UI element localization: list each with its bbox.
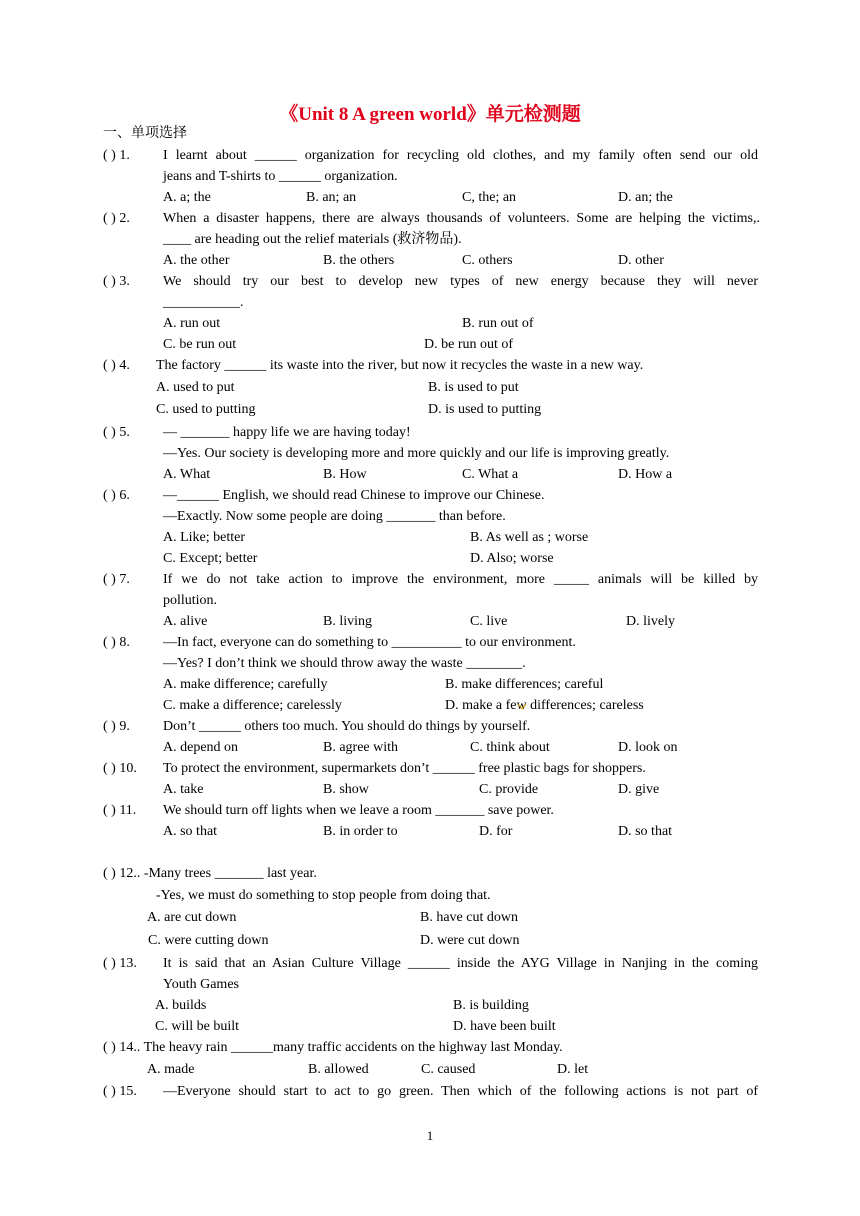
question-text: The factory ______ its waste into the river, but now it recycles the waste in a new way. <box>156 358 644 373</box>
question-number: ( ) 11. <box>103 803 137 818</box>
question-text: We should turn off lights when we leave a room _______ save power. <box>163 803 554 818</box>
option-b: B. an; an <box>306 190 357 205</box>
question-number: ( ) 13. <box>103 956 137 971</box>
question-text: To protect the environment, supermarkets don’t ______ free plastic bags for shoppers. <box>163 761 646 776</box>
question-text: jeans and T-shirts to ______ organization. <box>163 169 398 184</box>
option-c: D. for <box>479 824 513 839</box>
question-text: ( ) 14.. The heavy rain ______many traffic accidents on the highway last Monday. <box>103 1040 563 1055</box>
option-d: D. let <box>557 1062 589 1077</box>
option-d: D. be run out of <box>424 337 514 352</box>
option-c: C. What a <box>462 467 519 482</box>
option-c: C. caused <box>421 1062 476 1077</box>
option-b: B. have cut down <box>420 910 518 925</box>
option-c: C. live <box>470 614 508 629</box>
option-b: B. the others <box>323 253 395 268</box>
option-a: A. a; the <box>163 190 211 205</box>
question-text: pollution. <box>163 593 218 608</box>
option-b: B. living <box>323 614 373 629</box>
section-heading: 一、单项选择 <box>103 126 187 141</box>
option-d: D. make a few differences; careless <box>445 698 644 713</box>
question-text: —______ English, we should read Chinese to improve our Chinese. <box>163 488 545 503</box>
option-b: B. is used to put <box>428 380 519 395</box>
option-c: C, the; an <box>462 190 517 205</box>
question-number: ( ) 3. <box>103 274 130 289</box>
question-number: ( ) 2. <box>103 211 130 226</box>
option-a: A. run out <box>163 316 221 331</box>
question-text: Don’t ______ others too much. You should do things by yourself. <box>163 719 531 734</box>
option-b: B. How <box>323 467 367 482</box>
question-number: ( ) 7. <box>103 572 130 587</box>
page-title: 《Unit 8 A green world》单元检测题 <box>279 104 581 125</box>
option-c: C. will be built <box>155 1019 239 1034</box>
page-number: 1 <box>426 1128 434 1143</box>
option-d: D. give <box>618 782 660 797</box>
option-a: A. builds <box>155 998 207 1013</box>
option-b: B. in order to <box>323 824 398 839</box>
question-text: I learnt about ______ organization for recycling old clothes, and my family often send our old <box>163 148 758 163</box>
option-d: D. lively <box>626 614 675 629</box>
option-b: B. agree with <box>323 740 399 755</box>
option-c: C. provide <box>479 782 539 797</box>
option-a: A. depend on <box>163 740 239 755</box>
question-text: Youth Games <box>163 977 239 992</box>
option-d: D. is used to putting <box>428 402 542 417</box>
option-b: B. is building <box>453 998 529 1013</box>
question-text: ( ) 12.. -Many trees _______ last year. <box>103 866 317 881</box>
question-number: ( ) 8. <box>103 635 130 650</box>
option-a: A. are cut down <box>147 910 237 925</box>
option-a: A. made <box>147 1062 195 1077</box>
question-text: -Yes, we must do something to stop people from doing that. <box>156 888 491 903</box>
question-text: —In fact, everyone can do something to __________ to our environment. <box>163 635 576 650</box>
option-c: C. others <box>462 253 513 268</box>
question-text: When a disaster happens, there are always thousands of volunteers. Some are helping the victims,. <box>163 211 760 226</box>
option-c: C. make a difference; carelessly <box>163 698 342 713</box>
option-a: A. so that <box>163 824 218 839</box>
option-b: B. make differences; careful <box>445 677 604 692</box>
option-d: D. were cut down <box>420 933 520 948</box>
option-a: A. the other <box>163 253 230 268</box>
question-number: ( ) 4. <box>103 358 130 373</box>
option-b: B. allowed <box>308 1062 369 1077</box>
question-number: ( ) 15. <box>103 1084 137 1099</box>
option-a: A. take <box>163 782 204 797</box>
option-c: C. Except; better <box>163 551 258 566</box>
option-a: A. alive <box>163 614 208 629</box>
question-text: —Yes. Our society is developing more and more quickly and our life is improving greatly. <box>163 446 670 461</box>
option-d: D. have been built <box>453 1019 556 1034</box>
option-d: D. an; the <box>618 190 673 205</box>
option-d: D. How a <box>618 467 673 482</box>
question-number: ( ) 6. <box>103 488 130 503</box>
option-a: A. make difference; carefully <box>163 677 328 692</box>
question-text: —Yes? I don’t think we should throw away the waste ________. <box>163 656 526 671</box>
question-number: ( ) 1. <box>103 148 130 163</box>
question-text: We should try our best to develop new types of new energy because they will never <box>163 274 758 289</box>
question-number: ( ) 10. <box>103 761 137 776</box>
option-c: C. think about <box>470 740 550 755</box>
option-d: D. so that <box>618 824 673 839</box>
option-a: A. used to put <box>156 380 235 395</box>
question-number: ( ) 5. <box>103 425 130 440</box>
question-text: ___________. <box>163 295 244 310</box>
option-d: D. look on <box>618 740 678 755</box>
option-a: A. Like; better <box>163 530 246 545</box>
question-text: — _______ happy life we are having today! <box>163 425 411 440</box>
option-a: A. What <box>163 467 211 482</box>
question-text: ____ are heading out the relief materials (救济物品). <box>163 232 462 247</box>
option-b: B. As well as ; worse <box>470 530 589 545</box>
question-text: —Everyone should start to act to go green. Then which of the following actions is not part of <box>163 1084 758 1099</box>
question-text: It is said that an Asian Culture Village ______ inside the AYG Village in Nanjing in the coming <box>163 956 758 971</box>
option-c: C. used to putting <box>156 402 256 417</box>
option-b: B. run out of <box>462 316 534 331</box>
question-text: —Exactly. Now some people are doing _______ than before. <box>163 509 506 524</box>
option-b: B. show <box>323 782 369 797</box>
option-c: C. were cutting down <box>148 933 269 948</box>
option-c: C. be run out <box>163 337 237 352</box>
question-number: ( ) 9. <box>103 719 130 734</box>
question-text: If we do not take action to improve the environment, more _____ animals will be killed by <box>163 572 758 587</box>
option-d: D. other <box>618 253 664 268</box>
option-d: D. Also; worse <box>470 551 554 566</box>
